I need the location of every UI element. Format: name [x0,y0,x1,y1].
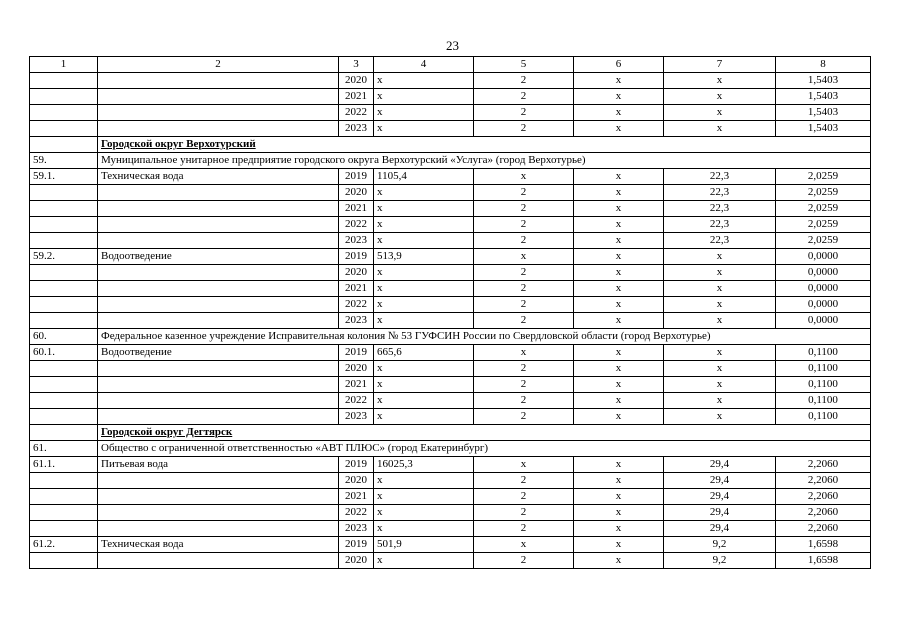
item-number [30,265,98,281]
section-title: Городской округ Дегтярск [98,425,871,441]
table-row [30,217,871,233]
rate-cell: 1,6598 [776,553,871,569]
year-cell: 2020 [339,73,374,89]
service-name [98,265,339,281]
item-number: 61.1. [30,457,98,473]
value-cell: 2 [474,521,574,537]
organization-row [30,329,871,345]
volume-cell: х [374,105,474,121]
service-name [98,473,339,489]
volume-cell: х [374,121,474,137]
service-name: Водоотведение [98,249,339,265]
year-cell: 2023 [339,521,374,537]
service-name [98,281,339,297]
service-name [98,313,339,329]
value-cell: х [574,73,664,89]
table-row [30,89,871,105]
year-cell: 2020 [339,361,374,377]
rate-cell: 0,1100 [776,393,871,409]
volume-cell: х [374,297,474,313]
column-header: 8 [776,57,871,73]
item-number [30,473,98,489]
year-cell: 2021 [339,89,374,105]
column-header: 6 [574,57,664,73]
value-cell: 29,4 [664,473,776,489]
value-cell: х [474,537,574,553]
tariff-table [29,56,871,569]
value-cell: 29,4 [664,489,776,505]
organization-row [30,441,871,457]
service-name [98,553,339,569]
volume-cell: х [374,377,474,393]
service-name: Техническая вода [98,537,339,553]
item-number: 61.2. [30,537,98,553]
rate-cell: 2,0259 [776,169,871,185]
year-cell: 2023 [339,121,374,137]
value-cell: х [574,553,664,569]
value-cell: 2 [474,505,574,521]
service-name: Техническая вода [98,169,339,185]
service-name [98,297,339,313]
volume-cell: х [374,489,474,505]
year-cell: 2022 [339,105,374,121]
item-number [30,89,98,105]
value-cell: 22,3 [664,217,776,233]
service-name [98,89,339,105]
year-cell: 2022 [339,505,374,521]
table-row [30,521,871,537]
value-cell: 2 [474,105,574,121]
value-cell: х [574,521,664,537]
value-cell: 9,2 [664,553,776,569]
table-row [30,313,871,329]
year-cell: 2019 [339,537,374,553]
rate-cell: 2,2060 [776,489,871,505]
item-number [30,313,98,329]
rate-cell: 0,0000 [776,281,871,297]
item-number [30,393,98,409]
service-name [98,361,339,377]
rate-cell: 1,5403 [776,89,871,105]
value-cell: 2 [474,89,574,105]
volume-cell: х [374,393,474,409]
item-number [30,73,98,89]
volume-cell: х [374,233,474,249]
service-name: Питьевая вода [98,457,339,473]
value-cell: х [574,201,664,217]
item-number [30,201,98,217]
service-name: Водоотведение [98,345,339,361]
item-number: 59. [30,153,98,169]
item-number [30,281,98,297]
value-cell: х [574,457,664,473]
table-row [30,105,871,121]
table-body [30,73,871,569]
item-number: 59.2. [30,249,98,265]
value-cell: 22,3 [664,201,776,217]
value-cell: 2 [474,361,574,377]
table-row [30,345,871,361]
volume-cell: х [374,313,474,329]
page-number: 23 [446,38,459,53]
volume-cell: х [374,553,474,569]
volume-cell: 501,9 [374,537,474,553]
year-cell: 2019 [339,345,374,361]
rate-cell: 2,0259 [776,217,871,233]
service-name [98,121,339,137]
value-cell: 2 [474,73,574,89]
value-cell: х [574,537,664,553]
volume-cell: х [374,409,474,425]
item-number [30,297,98,313]
rate-cell: 0,0000 [776,313,871,329]
volume-cell: 665,6 [374,345,474,361]
value-cell: х [474,249,574,265]
column-header: 4 [374,57,474,73]
rate-cell: 2,2060 [776,457,871,473]
rate-cell: 0,0000 [776,297,871,313]
volume-cell: 513,9 [374,249,474,265]
value-cell: х [574,473,664,489]
value-cell: х [574,121,664,137]
value-cell: х [574,217,664,233]
column-header: 1 [30,57,98,73]
value-cell: х [574,249,664,265]
value-cell: 2 [474,553,574,569]
year-cell: 2023 [339,409,374,425]
value-cell: х [574,185,664,201]
value-cell: х [664,297,776,313]
value-cell: 2 [474,201,574,217]
value-cell: х [574,313,664,329]
year-cell: 2021 [339,489,374,505]
value-cell: х [664,249,776,265]
section-row [30,137,871,153]
value-cell: 9,2 [664,537,776,553]
rate-cell: 2,2060 [776,505,871,521]
value-cell: 22,3 [664,169,776,185]
value-cell: х [574,265,664,281]
service-name [98,409,339,425]
section-spacer-cell [30,137,98,153]
rate-cell: 2,0259 [776,185,871,201]
value-cell: х [574,377,664,393]
value-cell: 2 [474,409,574,425]
value-cell: х [664,377,776,393]
year-cell: 2021 [339,201,374,217]
value-cell: 2 [474,313,574,329]
value-cell: х [574,393,664,409]
section-spacer-cell [30,425,98,441]
table-row [30,233,871,249]
volume-cell: 16025,3 [374,457,474,473]
value-cell: 22,3 [664,185,776,201]
rate-cell: 0,1100 [776,361,871,377]
service-name [98,105,339,121]
item-number: 59.1. [30,169,98,185]
rate-cell: 1,6598 [776,537,871,553]
volume-cell: х [374,361,474,377]
value-cell: х [574,345,664,361]
rate-cell: 1,5403 [776,105,871,121]
year-cell: 2022 [339,393,374,409]
column-header: 5 [474,57,574,73]
year-cell: 2022 [339,297,374,313]
value-cell: х [664,345,776,361]
table-row [30,121,871,137]
table-row [30,377,871,393]
item-number [30,361,98,377]
item-number [30,121,98,137]
rate-cell: 0,1100 [776,409,871,425]
year-cell: 2019 [339,169,374,185]
value-cell: 2 [474,377,574,393]
value-cell: 2 [474,297,574,313]
value-cell: х [664,313,776,329]
service-name [98,217,339,233]
year-cell: 2019 [339,249,374,265]
value-cell: х [574,489,664,505]
rate-cell: 0,1100 [776,345,871,361]
rate-cell: 2,2060 [776,473,871,489]
table-row [30,297,871,313]
volume-cell: х [374,265,474,281]
year-cell: 2020 [339,553,374,569]
table-row [30,249,871,265]
value-cell: х [574,233,664,249]
item-number: 61. [30,441,98,457]
service-name [98,521,339,537]
volume-cell: х [374,185,474,201]
volume-cell: х [374,201,474,217]
value-cell: 29,4 [664,505,776,521]
rate-cell: 0,1100 [776,377,871,393]
service-name [98,185,339,201]
year-cell: 2023 [339,233,374,249]
volume-cell: х [374,505,474,521]
service-name [98,489,339,505]
table-row [30,537,871,553]
item-number [30,505,98,521]
table-row [30,201,871,217]
value-cell: х [664,361,776,377]
table-row [30,169,871,185]
year-cell: 2020 [339,265,374,281]
year-cell: 2022 [339,217,374,233]
organization-row [30,153,871,169]
table-row [30,505,871,521]
column-header: 7 [664,57,776,73]
year-cell: 2021 [339,377,374,393]
item-number [30,217,98,233]
table-row [30,73,871,89]
rate-cell: 2,0259 [776,233,871,249]
item-number [30,409,98,425]
table-row [30,409,871,425]
table-row [30,457,871,473]
rate-cell: 2,2060 [776,521,871,537]
service-name [98,393,339,409]
year-cell: 2021 [339,281,374,297]
organization-name: Муниципальное унитарное предприятие городского округа Верхотурский «Услуга» (город Верхотурье) [98,153,871,169]
column-header: 2 [98,57,339,73]
service-name [98,201,339,217]
item-number: 60.1. [30,345,98,361]
value-cell: х [574,505,664,521]
value-cell: х [664,105,776,121]
rate-cell: 2,0259 [776,201,871,217]
column-number-row [30,57,871,73]
value-cell: х [664,73,776,89]
year-cell: 2023 [339,313,374,329]
table-row [30,185,871,201]
item-number [30,185,98,201]
table-row [30,489,871,505]
rate-cell: 1,5403 [776,121,871,137]
value-cell: 2 [474,233,574,249]
value-cell: х [474,169,574,185]
value-cell: х [664,121,776,137]
table-row [30,265,871,281]
value-cell: 2 [474,281,574,297]
column-header: 3 [339,57,374,73]
table-row [30,553,871,569]
volume-cell: х [374,73,474,89]
year-cell: 2020 [339,473,374,489]
item-number [30,233,98,249]
rate-cell: 1,5403 [776,73,871,89]
value-cell: х [574,297,664,313]
value-cell: 22,3 [664,233,776,249]
value-cell: х [664,409,776,425]
service-name [98,73,339,89]
value-cell: х [574,169,664,185]
value-cell: 2 [474,185,574,201]
value-cell: 29,4 [664,457,776,473]
value-cell: 2 [474,265,574,281]
volume-cell: х [374,521,474,537]
table-row [30,473,871,489]
table-row [30,393,871,409]
value-cell: 2 [474,121,574,137]
value-cell: 2 [474,489,574,505]
table-row [30,361,871,377]
value-cell: х [664,89,776,105]
item-number [30,553,98,569]
volume-cell: х [374,473,474,489]
value-cell: 29,4 [664,521,776,537]
volume-cell: х [374,217,474,233]
item-number [30,489,98,505]
value-cell: 2 [474,393,574,409]
section-row [30,425,871,441]
value-cell: х [474,457,574,473]
value-cell: х [664,265,776,281]
section-title: Городской округ Верхотурский [98,137,871,153]
service-name [98,377,339,393]
value-cell: х [574,105,664,121]
volume-cell: х [374,281,474,297]
value-cell: х [474,345,574,361]
value-cell: 2 [474,217,574,233]
organization-name: Федеральное казенное учреждение Исправительная колония № 53 ГУФСИН России по Свердловской области (город Верхотурье) [98,329,871,345]
value-cell: х [574,281,664,297]
value-cell: х [574,361,664,377]
service-name [98,233,339,249]
item-number [30,377,98,393]
organization-name: Общество с ограниченной ответственностью «АВТ ПЛЮС» (город Екатеринбург) [98,441,871,457]
volume-cell: х [374,89,474,105]
rate-cell: 0,0000 [776,249,871,265]
value-cell: х [664,393,776,409]
value-cell: х [664,281,776,297]
item-number: 60. [30,329,98,345]
year-cell: 2020 [339,185,374,201]
value-cell: 2 [474,473,574,489]
item-number [30,521,98,537]
value-cell: х [574,89,664,105]
item-number [30,105,98,121]
value-cell: х [574,409,664,425]
rate-cell: 0,0000 [776,265,871,281]
volume-cell: 1105,4 [374,169,474,185]
table-row [30,281,871,297]
year-cell: 2019 [339,457,374,473]
service-name [98,505,339,521]
